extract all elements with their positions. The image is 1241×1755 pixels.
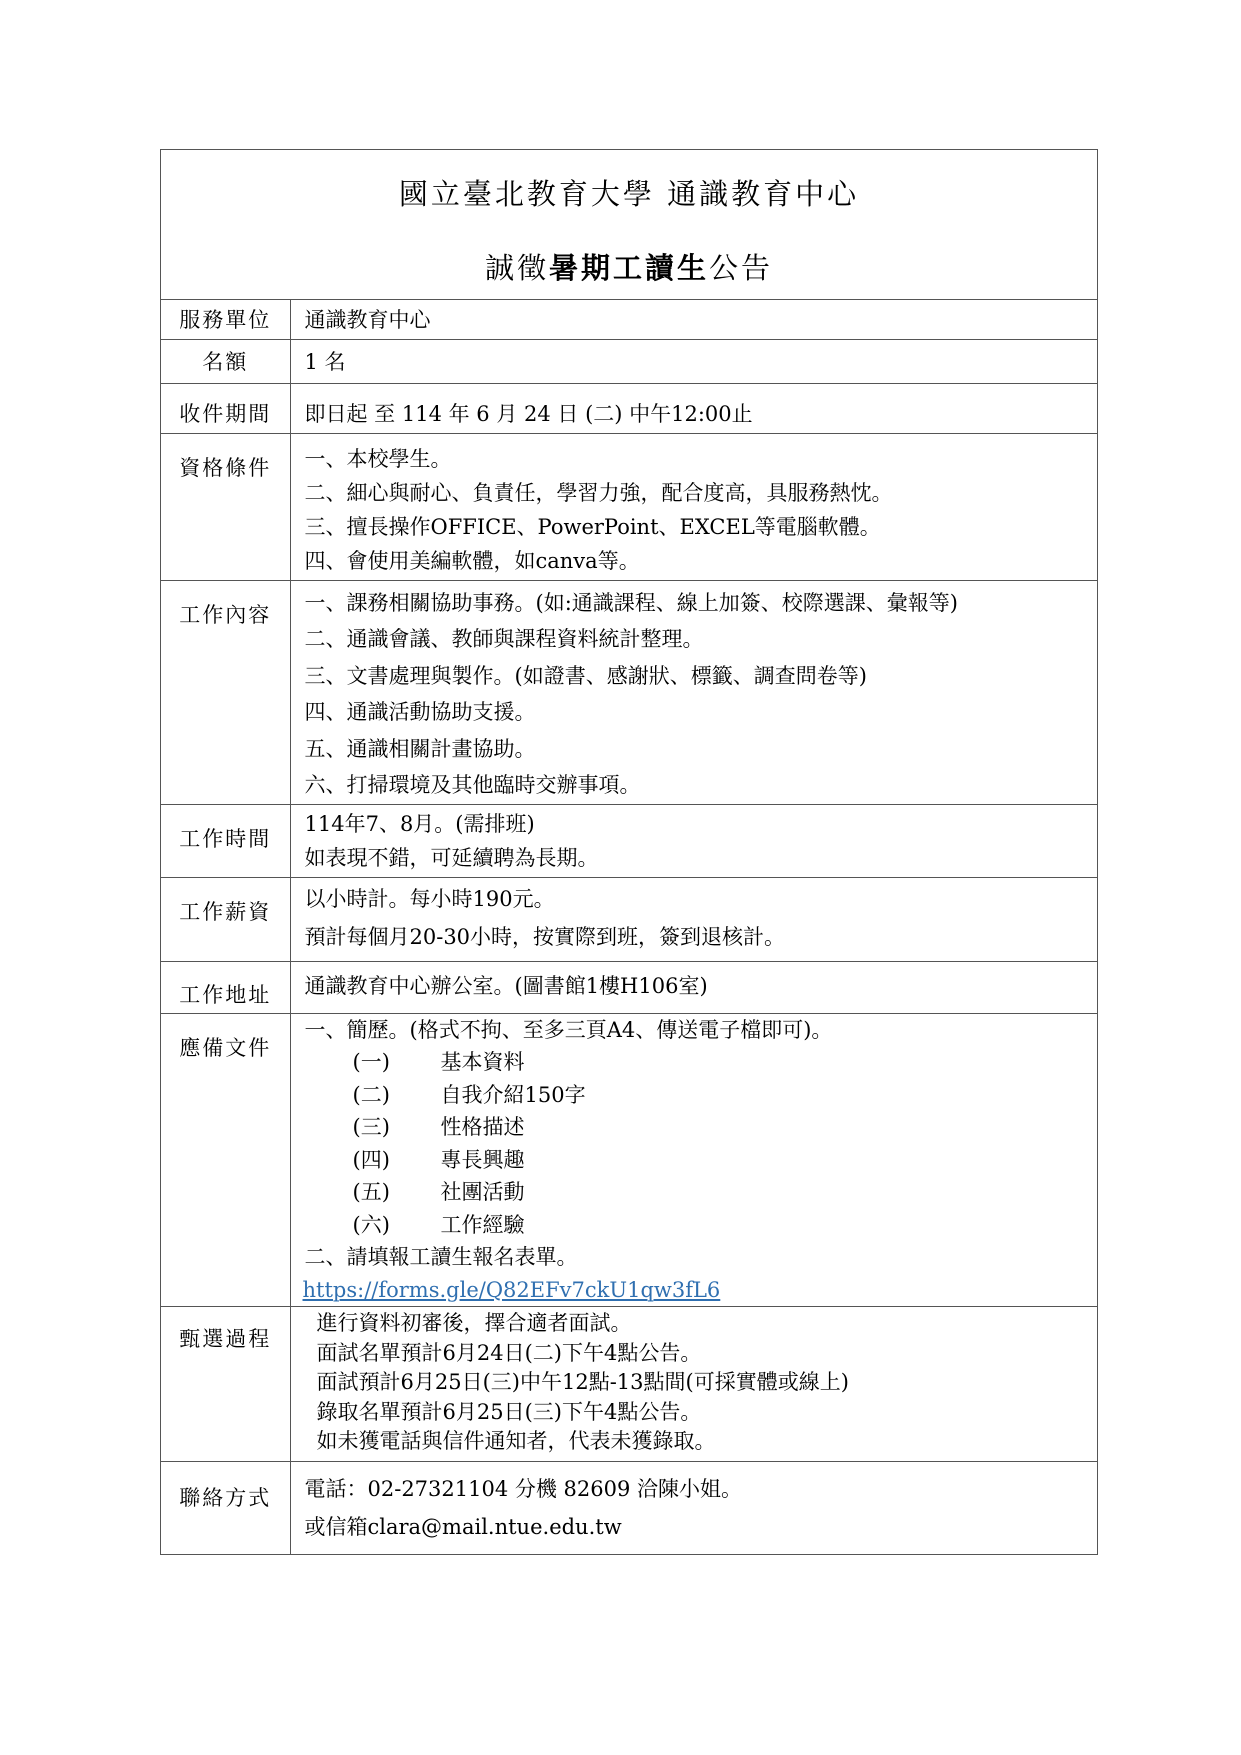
duty-item: 六、打掃環境及其他臨時交辦事項。 bbox=[304, 773, 641, 797]
row-period bbox=[161, 383, 1097, 433]
label-salary: 工作薪資 bbox=[161, 877, 290, 961]
row-documents bbox=[161, 1013, 1097, 1307]
documents-subitem bbox=[305, 1079, 1098, 1112]
label-selection: 甄選過程 bbox=[161, 1307, 290, 1462]
duty-item: 五、通識相關計畫協助。 bbox=[304, 736, 536, 761]
salary-item: 預計每個月20-30小時，按實際到班，簽到退核計。 bbox=[304, 924, 786, 949]
subitem-text: 基本資料 bbox=[440, 1050, 525, 1074]
subitem-number: (三) bbox=[352, 1115, 390, 1139]
subitem-text: 工作經驗 bbox=[440, 1212, 525, 1237]
label-location: 工作地址 bbox=[161, 961, 290, 1013]
documents-subitem bbox=[305, 1111, 1098, 1144]
qualification-item: 三、擅長操作OFFICE、PowerPoint、EXCEL等電腦軟體。 bbox=[304, 514, 881, 539]
notice-subtitle bbox=[161, 246, 1097, 287]
label-contact: 聯絡方式 bbox=[161, 1462, 290, 1554]
row-quota bbox=[161, 339, 1097, 383]
row-contact bbox=[161, 1462, 1097, 1554]
details-table bbox=[161, 300, 1097, 1554]
notice-suffix: 公告 bbox=[709, 251, 774, 285]
selection-item: 錄取名單預計6月25日(三)下午4點公告。 bbox=[316, 1399, 702, 1424]
subitem-text: 專長興趣 bbox=[440, 1147, 525, 1172]
row-unit bbox=[161, 300, 1097, 339]
notice-table bbox=[160, 149, 1098, 1555]
value-location: 通識教育中心辦公室。(圖書館1樓H106室) bbox=[290, 961, 1097, 1013]
contact-phone: 電話：02-27321104 分機 82609 洽陳小姐。 bbox=[304, 1477, 743, 1501]
value-unit: 通識教育中心 bbox=[304, 308, 431, 332]
label-documents: 應備文件 bbox=[161, 1013, 290, 1307]
subitem-number: (一) bbox=[352, 1050, 390, 1074]
subitem-text: 性格描述 bbox=[440, 1115, 525, 1139]
row-location bbox=[161, 961, 1097, 1013]
registration-form-link[interactable]: https://forms.gle/Q82EFv7ckU1qw3fL6 bbox=[302, 1277, 721, 1302]
documents-item-2: 二、請填報工讀生報名表單。 bbox=[304, 1245, 578, 1269]
selection-item: 進行資料初審後，擇合適者面試。 bbox=[316, 1311, 632, 1335]
qualification-item: 二、細心與耐心、負責任，學習力強，配合度高，具服務熱忱。 bbox=[304, 480, 893, 505]
selection-item: 面試名單預計6月24日(二)下午4點公告。 bbox=[316, 1340, 702, 1365]
notice-prefix: 誠徵 bbox=[484, 251, 549, 285]
documents-subitem bbox=[305, 1144, 1098, 1177]
subitem-number: (六) bbox=[352, 1212, 390, 1237]
label-quota: 名額 bbox=[161, 339, 290, 383]
documents-subitem bbox=[305, 1209, 1098, 1242]
duty-item: 一、課務相關協助事務。(如:通識課程、線上加簽、校際選課、彙報等) bbox=[304, 590, 958, 615]
selection-item: 如未獲電話與信件通知者，代表未獲錄取。 bbox=[316, 1429, 716, 1453]
hours-item: 114年7、8月。(需排班) bbox=[304, 811, 535, 836]
row-qualifications bbox=[161, 433, 1097, 580]
subitem-text: 社團活動 bbox=[440, 1180, 525, 1204]
qualification-item: 四、會使用美編軟體，如canva等。 bbox=[304, 548, 640, 573]
notice-header bbox=[161, 150, 1097, 300]
subitem-text: 自我介紹150字 bbox=[440, 1082, 586, 1107]
subitem-number: (二) bbox=[352, 1082, 390, 1107]
documents-subitem bbox=[305, 1176, 1098, 1209]
contact-email: 或信箱clara@mail.ntue.edu.tw bbox=[304, 1515, 622, 1539]
duty-item: 四、通識活動協助支援。 bbox=[304, 700, 536, 724]
duty-item: 二、通識會議、教師與課程資料統計整理。 bbox=[304, 627, 704, 651]
documents-subitem bbox=[305, 1046, 1098, 1079]
qualification-item: 一、本校學生。 bbox=[304, 446, 452, 471]
page-title: 國立臺北教育大學 通識教育中心 bbox=[398, 177, 860, 211]
label-hours: 工作時間 bbox=[161, 804, 290, 877]
documents-intro: 一、簡歷。(格式不拘、至多三頁A4、傳送電子檔即可)。 bbox=[304, 1017, 833, 1042]
row-hours bbox=[161, 804, 1097, 877]
salary-item: 以小時計。每小時190元。 bbox=[304, 886, 555, 911]
label-period: 收件期間 bbox=[161, 383, 290, 433]
selection-item: 面試預計6月25日(三)中午12點-13點間(可採實體或線上) bbox=[316, 1370, 849, 1394]
value-period: 即日起 至 114 年 6 月 24 日 (二) 中午12:00止 bbox=[290, 383, 1097, 433]
value-quota: 1 名 bbox=[290, 339, 1097, 383]
subitem-number: (五) bbox=[352, 1180, 390, 1204]
label-unit: 服務單位 bbox=[161, 300, 290, 339]
hours-item: 如表現不錯，可延續聘為長期。 bbox=[304, 845, 599, 870]
label-qualifications: 資格條件 bbox=[161, 433, 290, 580]
label-duties: 工作內容 bbox=[161, 580, 290, 804]
notice-bold: 暑期工讀生 bbox=[548, 251, 709, 285]
row-salary bbox=[161, 877, 1097, 961]
subitem-number: (四) bbox=[352, 1147, 390, 1172]
row-selection bbox=[161, 1307, 1097, 1462]
duty-item: 三、文書處理與製作。(如證書、感謝狀、標籤、調查問卷等) bbox=[304, 663, 867, 688]
row-duties bbox=[161, 580, 1097, 804]
